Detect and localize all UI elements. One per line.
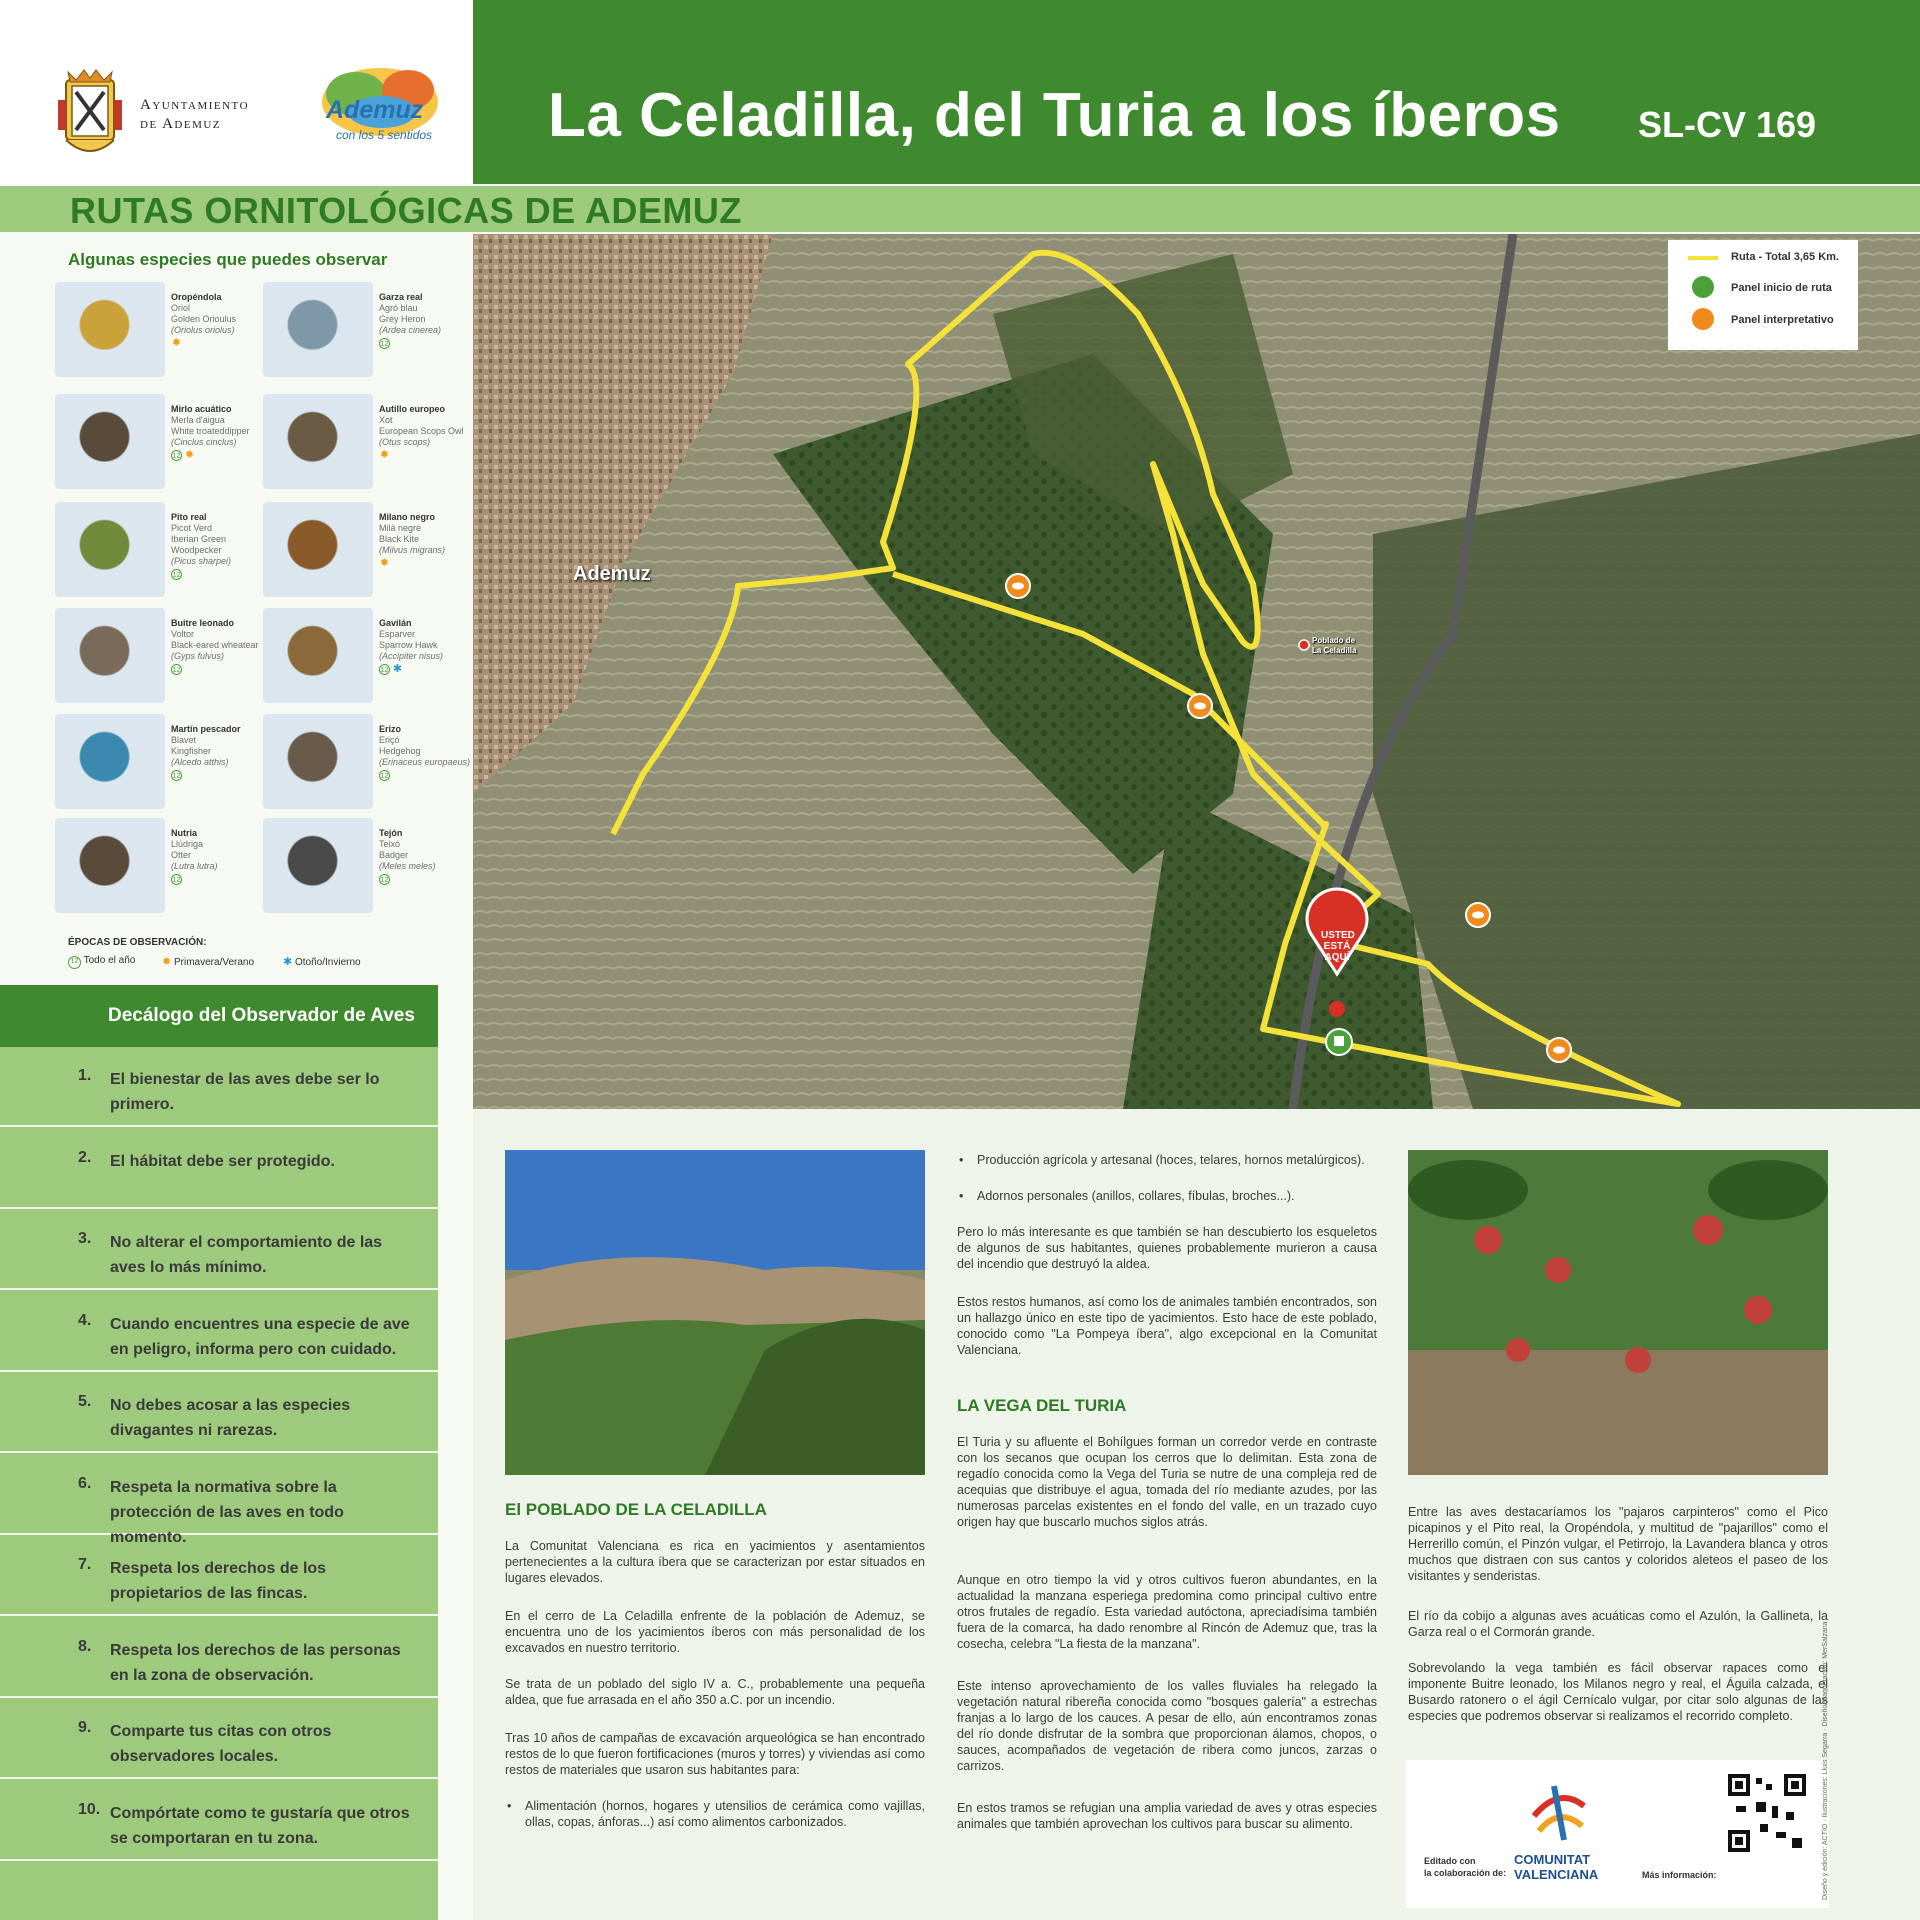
species-english: Sparrow Hawk [379, 640, 438, 650]
aves-p2: El río da cobijo a algunas aves acuáticas como el Azulón, la Gallineta, la Garza real o el Cormorán grande. [1408, 1609, 1828, 1639]
decalogo-text: Respeta los derechos de los propietarios de las fincas. [110, 1560, 327, 1602]
ademuz-landscape-photo [505, 1150, 925, 1475]
species-seasons [379, 662, 474, 675]
poblado-p5: Pero lo más interesante es que también se han descubierto los esqueletos de algunos de sus habitantes, quienes probablemente murieron a causa del incendio que destruyó la aldea. [957, 1225, 1377, 1271]
legend-panel: Panel interpretativo [1731, 314, 1834, 326]
mas-info-label: Más información: [1642, 1870, 1717, 1880]
aves-p1: Entre las aves destacaríamos los "pajaros carpinteros" como el Pico picapinos y el Pito real, la Oropéndola, y multitud de "pajarillos" como el Herrerillo común, el Pinzón vulgar, el Petirrojo, la Lavandera blanca y otros muchos que distraen con sus cantos y coloridos aleteos el paseo de los visitantes y senderistas. [1408, 1505, 1828, 1583]
species-name: Erizo [379, 724, 402, 734]
species-card [55, 714, 260, 814]
species-name: Martín pescador [171, 724, 241, 734]
qr-code-icon[interactable] [1726, 1772, 1808, 1854]
poblado-p3: Se trata de un poblado del siglo IV a. C., probablemente una pequeña aldea, que fue arrasada en el año 350 a.C. por un incendio. [505, 1677, 925, 1707]
panel-inicio-icon [1326, 1029, 1352, 1055]
calendar-12-icon: 12 [379, 874, 390, 885]
species-heading: Algunas especies que puedes observar [68, 250, 388, 269]
org-line2: de Ademuz [140, 116, 222, 132]
panel-interpretativo-icon [1466, 903, 1490, 927]
decalogo-item [0, 1129, 438, 1209]
species-local: Blavet [171, 735, 197, 745]
decalogo-number: 2. [78, 1148, 92, 1166]
species-card [263, 394, 468, 494]
bullet-icon: • [959, 1153, 964, 1167]
species-local: Merla d'aigua [171, 415, 225, 425]
cv-line2: VALENCIANA [1514, 1867, 1599, 1882]
species-scientific: (Erinaceus europaeus) [379, 757, 471, 767]
species-illustration [263, 282, 373, 377]
vega-p2: Aunque en otro tiempo la vid y otros cultivos fueron abundantes, en la actualidad la manzana esperiega predomina como principal cultivo entre otros frutales de regadío. Esta variedad autóctona, apreciadísima también fuera de la comarca, ha dado renombre al Rincón de Ademuz que, tras la cosecha, celebra "La fiesta de la manzana". [957, 1573, 1377, 1651]
species-seasons [171, 336, 266, 349]
species-english: White troateddipper [171, 426, 250, 436]
legend-spring-summer [162, 955, 254, 968]
species-scientific: (Picus sharpei) [171, 556, 232, 566]
species-card [263, 608, 468, 708]
species-scientific: (Alcedo atthis) [171, 757, 229, 767]
species-seasons [379, 872, 474, 885]
decalogo-number: 7. [78, 1556, 92, 1573]
legend-autumn-winter [283, 955, 361, 968]
legend-all-year [68, 955, 135, 969]
cv-line1: COMUNITAT [1514, 1852, 1591, 1867]
legend-snow-label: Otoño/Invierno [295, 957, 361, 968]
brand-sub: con los 5 sentidos [336, 128, 433, 142]
species-illustration [263, 608, 373, 703]
sponsor-box [1406, 1760, 1829, 1908]
editado-line2: la colaboración de: [1424, 1868, 1507, 1878]
vega-title: LA VEGA DEL TURIA [957, 1396, 1127, 1415]
credits: Diseño y edición: ACTIO · Ilustraciones: Lluís Segarra · Diseño/Maquetación: MerSalzana [1822, 1621, 1829, 1900]
decalogo-number: 6. [78, 1474, 92, 1492]
decalogo-text: Cuando encuentres una especie de ave en peligro, informa pero con cuidado. [110, 1315, 410, 1358]
calendar-12-icon: 12 [379, 770, 390, 781]
brand-main: Ademuz [326, 96, 424, 124]
species-info [171, 828, 266, 885]
species-info [379, 618, 474, 675]
comunitat-valenciana-logo-icon [1524, 1776, 1594, 1846]
species-local: Voltor [171, 629, 195, 639]
species-scientific: (Otus scops) [379, 437, 431, 447]
aves-p3: Sobrevolando la vega también es fácil observar rapaces como el imponente Buitre leonado, los Milanos negro y real, el Águila calzada, el Busardo ratonero o el ágil Cernícalo vulgar, por citar solo algunas de las especies que podremos observar si realizamos el recorrido completo. [1408, 1661, 1828, 1723]
species-card [263, 714, 471, 814]
decalogo-text: Comparte tus citas con otros observadores locales. [110, 1723, 332, 1765]
decalogo-item [0, 1536, 438, 1616]
sun-icon: ✹ [379, 449, 390, 461]
sun-icon: ✹ [171, 337, 182, 349]
species-name: Mirlo acuático [171, 404, 232, 414]
poblado-p1: La Comunitat Valenciana es rica en yacimientos y asentamientos pertenecientes a la cultura íbera que se caracterizan por estar situados en lugares elevados. [505, 1539, 925, 1585]
map-poblado-label: Poblado de La Celadilla [1312, 636, 1357, 655]
species-info [379, 828, 474, 885]
species-illustration [263, 818, 373, 913]
section-title: RUTAS ORNITOLÓGICAS DE ADEMUZ [70, 190, 742, 231]
decalogo-number: 3. [78, 1230, 92, 1247]
calendar-12-icon: 12 [171, 450, 182, 461]
poblado-p6: Estos restos humanos, así como los de animales también encontrados, son un hallazgo único en este tipo de yacimientos. Esto hace de este poblado, conocido como "La Pompeya íbera", algo excepcional en la Comunitat Valenciana. [957, 1295, 1377, 1357]
calendar-12-icon: 12 [379, 338, 390, 349]
species-scientific: (Gyps fulvus) [171, 651, 225, 661]
aerial-map [473, 234, 1920, 1109]
legend-sun-label: Primavera/Verano [174, 957, 255, 968]
pine-forest [1373, 434, 1920, 1109]
species-english: Iberian Green Woodpecker [171, 534, 227, 555]
vega-p1: El Turia y su afluente el Bohílgues forman un corredor verde en contraste con los secanos que ocupan los cerros que lo delimitan. Esta zona de regadío conocida como la Vega del Turia se nutre de una compleja red de acequias que distribuye el agua, tomada del río mediante azudes, por las numerosas parcelas existentes en el fondo del valle, en un trazado cuyo origen hay que buscarlo muchos siglos atrás. [957, 1435, 1377, 1529]
poblado-p2: En el cerro de La Celadilla enfrente de la población de Ademuz, se encuentra uno de los yacimientos íberos con más personalidad de los excavados en nuestro territorio. [505, 1609, 925, 1655]
species-info [379, 292, 474, 349]
species-card [55, 608, 260, 708]
species-info [379, 512, 474, 569]
route-code: SL-CV 169 [1638, 104, 1817, 145]
decalogo-item [0, 1699, 438, 1779]
decalogo-text: No debes acosar a las especies divagantes ni rarezas. [110, 1397, 351, 1439]
decalogo-item [0, 1455, 438, 1546]
decalogo-number: 4. [78, 1311, 92, 1329]
species-info [171, 404, 266, 461]
species-illustration [55, 502, 165, 597]
coat-of-arms-icon [58, 66, 122, 158]
species-local: Eriçó [379, 735, 400, 745]
decalogo-title: Decálogo del Observador de Aves [108, 1005, 415, 1026]
decalogo-number: 9. [78, 1719, 92, 1736]
decalogo-number: 5. [78, 1393, 92, 1410]
species-seasons [379, 768, 474, 781]
decalogo-text: No alterar el comportamiento de las aves lo más mínimo. [110, 1234, 383, 1276]
decalogo-number: 10. [78, 1800, 101, 1818]
decalogo-item [0, 1210, 438, 1290]
decalogo-text: Respeta los derechos de las personas en la zona de observación. [110, 1641, 401, 1684]
species-english: Black-eared wheatear [171, 640, 259, 650]
species-info [171, 292, 266, 349]
poblado-bullet-2: • Producción agrícola y artesanal (hoces, telares, hornos metalúrgicos). [959, 1153, 1365, 1167]
species-scientific: (Milvus migrans) [379, 545, 446, 555]
decalogo-text: Compórtate como te gustaría que otros se comportaran en tu zona. [110, 1804, 410, 1847]
species-info [171, 724, 266, 781]
legend-start: Panel inicio de ruta [1731, 282, 1832, 294]
species-name: Oropéndola [171, 292, 222, 302]
species-illustration [263, 502, 373, 597]
species-seasons [171, 662, 266, 675]
species-english: Golden Orioulus [171, 314, 237, 324]
species-english: Grey Heron [379, 314, 426, 324]
species-card [263, 282, 468, 382]
editado-line1: Editado con [1424, 1856, 1476, 1866]
species-english: Badger [379, 850, 409, 860]
decalogo-text: Respeta la normativa sobre la protección de las aves en todo momento. [110, 1478, 344, 1546]
apple-orchard-photo [1408, 1150, 1828, 1475]
calendar-12-icon: 12 [171, 569, 182, 580]
decalogo-text: El bienestar de las aves debe ser lo primero. [110, 1071, 380, 1113]
sun-icon: ✹ [184, 449, 195, 461]
decalogo-item [0, 1047, 438, 1127]
poblado-marker [1299, 640, 1309, 650]
calendar-12-icon: 12 [171, 770, 182, 781]
species-name: Gavilán [379, 618, 412, 628]
decalogo-item [0, 1618, 438, 1698]
species-seasons [171, 448, 266, 461]
species-english: Kingfisher [171, 746, 212, 756]
calendar-12-icon: 12 [171, 664, 182, 675]
map-town-label: Ademuz [573, 563, 651, 585]
species-name: Pito real [171, 512, 207, 522]
species-seasons [379, 556, 474, 569]
species-name: Nutria [171, 828, 198, 838]
species-name: Milano negro [379, 512, 435, 522]
species-name: Garza real [379, 292, 423, 302]
epocas-title: ÉPOCAS DE OBSERVACIÓN: [68, 937, 207, 948]
route-swatch [1688, 256, 1718, 260]
species-illustration [55, 282, 165, 377]
you-are-here-label: USTED ESTÁ AQUÍ [1321, 930, 1355, 963]
species-name: Autillo europeo [379, 404, 445, 414]
decalogo-number: 8. [78, 1637, 92, 1655]
species-illustration [55, 818, 165, 913]
calendar-12-icon: 12 [171, 874, 182, 885]
species-info [171, 618, 266, 675]
species-card [55, 394, 260, 494]
species-local: Oriol [171, 303, 191, 313]
snowflake-icon: ✱ [392, 663, 403, 675]
species-name: Buitre leonado [171, 618, 235, 628]
vega-p3: Este intenso aprovechamiento de los valles fluviales ha relegado la vegetación natural ribereña conocida como "bosques galería" a estrechas franjas a lo largo de los cauces. A pesar de ello, aún encontramos zonas del río donde disfrutar de la sombra que proporcionan álamos, chopos, o sauces, acompañados de vegetación de ribera como juncos, zarzas o carrizos. [957, 1679, 1377, 1773]
map-svg [473, 234, 1920, 1109]
species-local: Picot Verd [171, 523, 213, 533]
poblado-p4: Tras 10 años de campañas de excavación arqueológica se han encontrado restos de lo que fueron fortificaciones (muros y torres) y viviendas así como restos de materiales que usaron sus habitantes para: [505, 1731, 925, 1777]
species-card [263, 818, 468, 918]
species-info [379, 404, 474, 461]
species-scientific: (Ardea cinerea) [379, 325, 442, 335]
panel-interpretativo-icon [1006, 574, 1030, 598]
calendar-12-icon: 12 [68, 956, 81, 969]
species-illustration [55, 714, 165, 809]
species-illustration [263, 394, 373, 489]
decalogo-number: 1. [78, 1067, 92, 1084]
poblado-bullet-3: • Adornos personales (anillos, collares, fíbulas, broches...). [959, 1189, 1295, 1203]
calendar-12-icon: 12 [379, 664, 390, 675]
species-card [263, 502, 468, 602]
species-card [55, 502, 260, 602]
species-scientific: (Lutra lutra) [171, 861, 218, 871]
vega-p4: En estos tramos se refugian una amplia variedad de aves y otras especies animales que también aprovechan los cultivos para buscar su alimento. [957, 1801, 1377, 1831]
panel-interpretativo-icon [1188, 694, 1212, 718]
species-info [171, 512, 266, 580]
sun-icon: ✹ [379, 557, 390, 569]
start-panel-icon [1692, 276, 1714, 298]
logo-area [0, 0, 473, 184]
species-local: Llúdriga [171, 839, 204, 849]
species-english: European Scops Owl [379, 426, 464, 436]
decalogo-item [0, 1292, 438, 1372]
org-line1: Ayuntamiento [140, 97, 250, 113]
bullet-icon: • [507, 1799, 512, 1813]
species-seasons [171, 567, 266, 580]
species-local: Xot [379, 415, 393, 425]
species-seasons [171, 872, 266, 885]
sun-icon: ✹ [162, 956, 172, 968]
species-illustration [55, 394, 165, 489]
species-scientific: (Oriolus oriolus) [171, 325, 235, 335]
poblado-title: El POBLADO DE LA CELADILLA [505, 1500, 767, 1519]
species-local: Milà negre [379, 523, 422, 533]
species-info [379, 724, 474, 781]
species-scientific: (Accipiter nisus) [379, 651, 444, 661]
species-scientific: (Meles meles) [379, 861, 436, 871]
snowflake-icon: ✱ [283, 956, 293, 968]
species-local: Teixó [379, 839, 401, 849]
decalogo-text: El hábitat debe ser protegido. [110, 1152, 335, 1170]
page-title: La Celadilla, del Turia a los íberos [548, 81, 1561, 150]
species-english: Black Kite [379, 534, 420, 544]
legend-route: Ruta - Total 3,65 Km. [1731, 251, 1839, 263]
species-card [55, 818, 260, 918]
bullet-icon: • [959, 1189, 964, 1203]
decalogo-item [0, 1373, 438, 1453]
species-scientific: (Cinclus cinclus) [171, 437, 237, 447]
decalogo-item [0, 1781, 438, 1861]
decalogo-list [0, 1047, 438, 1920]
map-legend [1668, 240, 1858, 350]
species-seasons [379, 448, 474, 461]
species-english: Hedgehog [379, 746, 421, 756]
species-english: Otter [171, 850, 192, 860]
species-seasons [379, 336, 474, 349]
legend-all-label: Todo el año [83, 955, 136, 966]
species-local: Agró blau [379, 303, 418, 313]
species-name: Tejón [379, 828, 403, 838]
species-illustration [263, 714, 373, 809]
species-card [55, 282, 260, 382]
species-illustration [55, 608, 165, 703]
poblado-bullet-1: • Alimentación (hornos, hogares y utensilios de cerámica como vajillas, ollas, copas, ánforas...) así como alimentos carbonizados. [507, 1799, 925, 1829]
species-seasons [171, 768, 266, 781]
species-local: Esparver [379, 629, 416, 639]
panel-interpretativo-icon [1547, 1038, 1571, 1062]
interpretive-panel-icon [1692, 308, 1714, 330]
